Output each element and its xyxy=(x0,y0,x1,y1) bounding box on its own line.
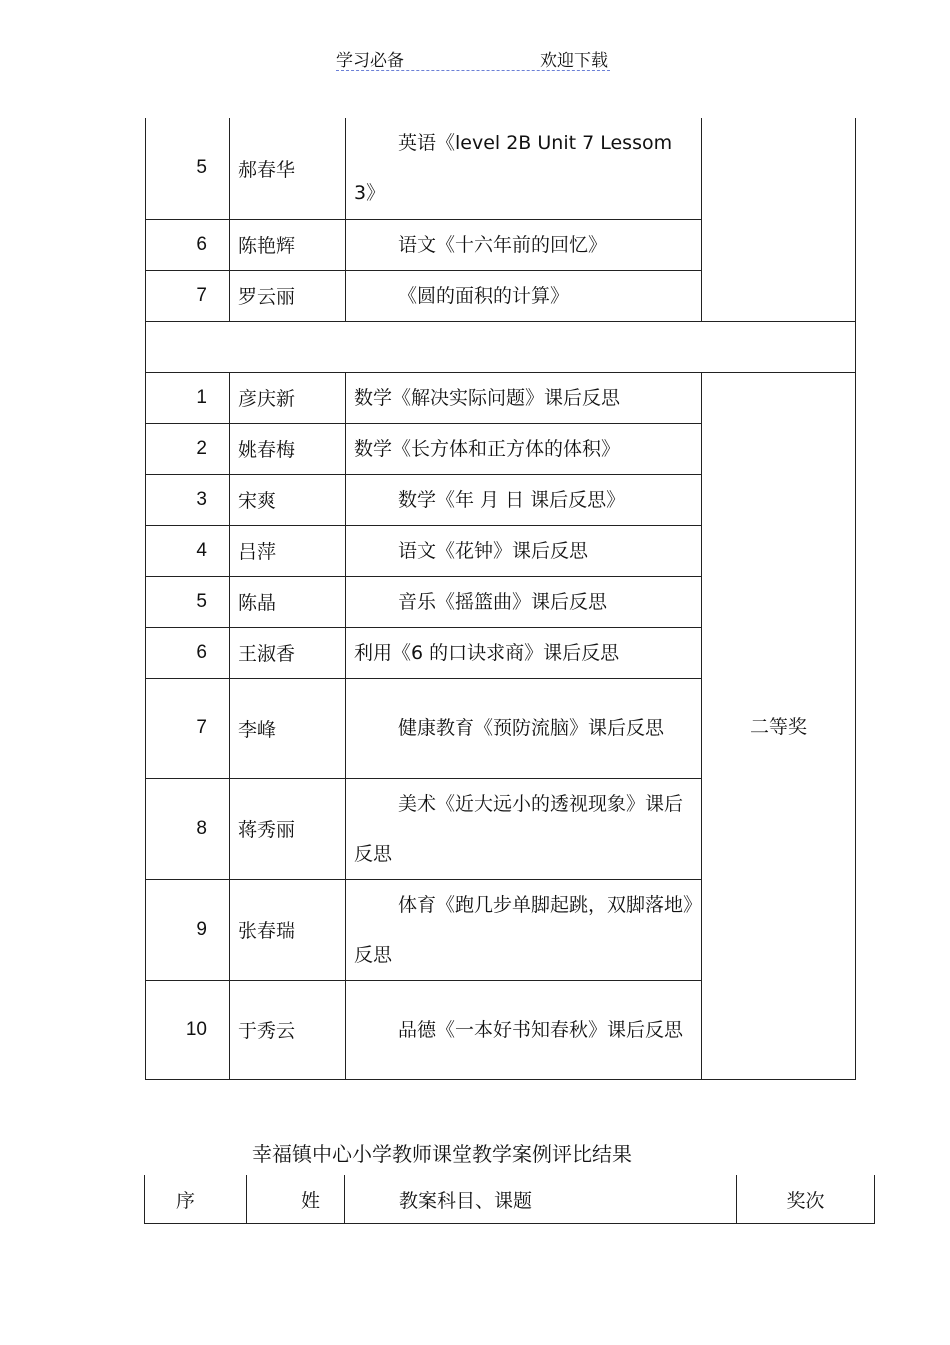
topic-text: 音乐《摇篮曲》课后反思 xyxy=(398,590,608,613)
award-table xyxy=(145,118,856,1080)
seq-cell: 6 xyxy=(146,627,230,678)
topic-text: 品德《一本好书知春秋》课后反思 xyxy=(398,1018,684,1041)
header-seq: 序 xyxy=(145,1175,247,1224)
table-row xyxy=(146,372,856,423)
topic-cell xyxy=(346,678,702,778)
name-cell: 郝春华 xyxy=(230,118,346,219)
name-cell: 蒋秀丽 xyxy=(230,778,346,879)
topic-text: 语文《十六年前的回忆》 xyxy=(398,233,608,256)
page-header xyxy=(336,46,610,71)
separator-row xyxy=(146,321,856,372)
name-cell: 陈艳辉 xyxy=(230,219,346,270)
name-cell: 张春瑞 xyxy=(230,879,346,980)
award-cell-empty xyxy=(702,118,856,321)
topic-cell xyxy=(346,980,702,1079)
topic-text: 体育《跑几步单脚起跳，双脚落地》反思 xyxy=(354,893,693,966)
topic-text: 利用《6 的口诀求商》课后反思 xyxy=(354,641,620,664)
topic-cell xyxy=(346,576,702,627)
seq-cell: 5 xyxy=(146,118,230,219)
header-right-text: 欢迎下载 xyxy=(540,51,608,71)
header-topic: 教案科目、课题 xyxy=(345,1175,737,1224)
name-cell: 王淑香 xyxy=(230,627,346,678)
award-cell: 二等奖 xyxy=(702,372,856,1079)
name-cell: 姚春梅 xyxy=(230,423,346,474)
seq-cell: 7 xyxy=(146,678,230,778)
topic-text: 英语《level 2B Unit 7 Lessom 3》 xyxy=(354,132,673,205)
topic-cell xyxy=(346,525,702,576)
name-cell: 陈晶 xyxy=(230,576,346,627)
results-header-table xyxy=(144,1175,875,1224)
topic-text: 数学《解决实际问题》课后反思 xyxy=(354,386,621,409)
seq-cell: 9 xyxy=(146,879,230,980)
header-award: 奖次 xyxy=(737,1175,875,1224)
section-title: 幸福镇中心小学教师课堂教学案例评比结果 xyxy=(252,1142,632,1166)
seq-cell: 6 xyxy=(146,219,230,270)
topic-cell xyxy=(346,270,702,321)
name-cell: 彦庆新 xyxy=(230,372,346,423)
topic-cell xyxy=(346,118,702,219)
topic-cell xyxy=(346,423,702,474)
header-left-text: 学习必备 xyxy=(336,51,404,71)
table-row xyxy=(146,118,856,219)
header-row xyxy=(145,1175,875,1224)
name-cell: 宋爽 xyxy=(230,474,346,525)
seq-cell: 3 xyxy=(146,474,230,525)
name-cell: 罗云丽 xyxy=(230,270,346,321)
topic-cell xyxy=(346,778,702,879)
name-cell: 于秀云 xyxy=(230,980,346,1079)
seq-cell: 8 xyxy=(146,778,230,879)
seq-cell: 10 xyxy=(146,980,230,1079)
seq-cell: 7 xyxy=(146,270,230,321)
topic-text: 数学《年 月 日 课后反思》 xyxy=(398,488,626,511)
topic-cell xyxy=(346,372,702,423)
topic-text: 健康教育《预防流脑》课后反思 xyxy=(398,717,665,739)
name-cell: 吕萍 xyxy=(230,525,346,576)
separator-cell xyxy=(146,321,856,372)
seq-cell: 4 xyxy=(146,525,230,576)
seq-cell: 1 xyxy=(146,372,230,423)
header-name: 姓 xyxy=(247,1175,345,1224)
topic-cell xyxy=(346,219,702,270)
topic-text: 数学《长方体和正方体的体积》 xyxy=(354,437,621,460)
name-cell: 李峰 xyxy=(230,678,346,778)
topic-cell xyxy=(346,879,702,980)
topic-text: 《圆的面积的计算》 xyxy=(398,284,570,307)
topic-cell xyxy=(346,627,702,678)
topic-cell xyxy=(346,474,702,525)
seq-cell: 2 xyxy=(146,423,230,474)
topic-text: 语文《花钟》课后反思 xyxy=(398,539,589,562)
topic-text: 美术《近大远小的透视现象》课后反思 xyxy=(354,792,684,865)
seq-cell: 5 xyxy=(146,576,230,627)
